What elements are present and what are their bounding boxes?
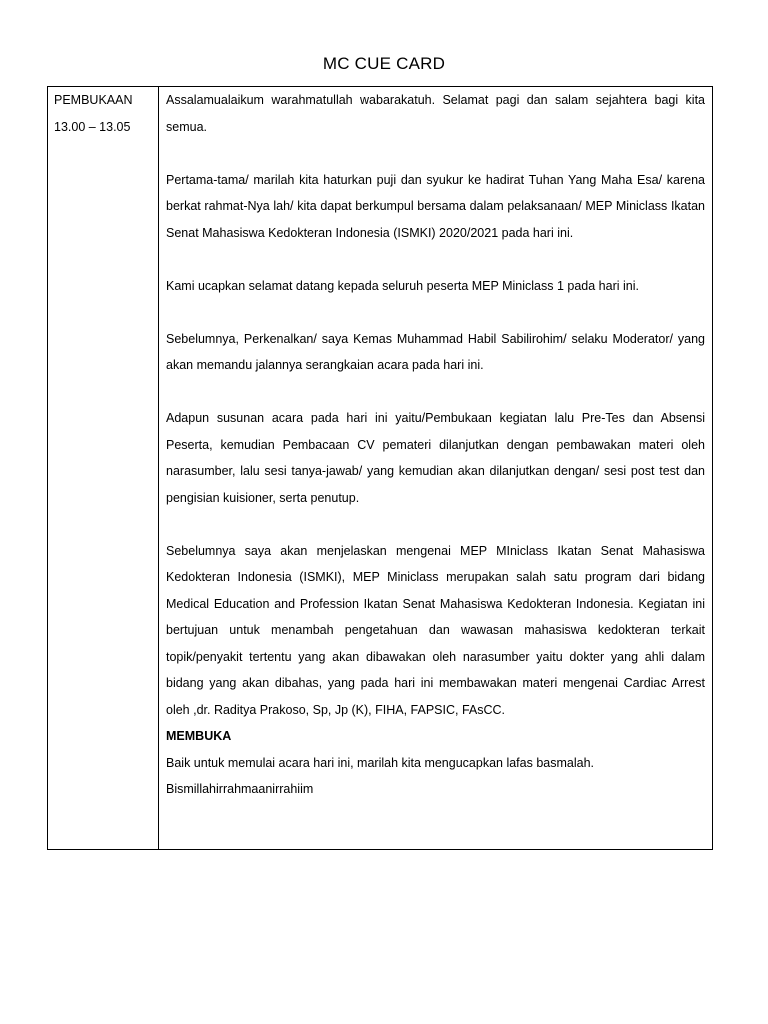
introduction-paragraph: Sebelumnya, Perkenalkan/ saya Kemas Muhammad Habil Sabilirohim/ selaku Moderator/ yang akan memandu jalannya serangkaian acara pada hari ini. [166,331,705,372]
basmalah-line: Bismillahirrahmaanirrahiim [166,782,314,796]
script-cell [159,87,712,849]
cue-card-table [47,86,713,850]
agenda-paragraph: Adapun susunan acara pada hari ini yaitu/Pembukaan kegiatan lalu Pre-Tes dan Absensi Peserta, kemudian Pembacaan CV pemateri dilanjutkan dengan pembawakan materi oleh narasumber, lalu sesi tanya-jawab/ yang kemudian akan dilanjutkan dengan/ sesi post test dan pengisian kuisioner, serta penutup. [166,411,705,505]
greeting-paragraph: Assalamualaikum warahmatullah wabarakatuh. Selamat pagi dan salam sejahtera bagi kita semua. [166,93,705,134]
opening-paragraph: Baik untuk memulai acara hari ini, marilah kita mengucapkan lafas basmalah. [166,755,594,770]
welcome-paragraph: Kami ucapkan selamat datang kepada seluruh peserta MEP Miniclass 1 pada hari ini. [166,278,639,293]
document-title: MC CUE CARD [322,54,446,73]
section-name: PEMBUKAAN [54,93,133,107]
program-description-paragraph: Sebelumnya saya akan menjelaskan mengenai MEP MIniclass Ikatan Senat Mahasiswa Kedokteran Indonesia (ISMKI), MEP Miniclass merupakan salah satu program dari bidang Medical Education and Profession Ikatan Senat Mahasiswa Kedokteran Indonesia. Kegiatan ini bertujuan untuk menambah pengetahuan dan wawasan mahasiswa kedokteran terkait topik/penyakit tertentu yang akan dibawakan oleh narasumber yaitu dokter yang ahli dalam bidang yang akan dibahas, yang pada hari ini membawakan materi mengenai Cardiac Arrest oleh ,dr. Raditya Prakoso, Sp, Jp (K), FIHA, FAPSIC, FAsCC. [166,543,705,717]
section-time: 13.00 – 13.05 [54,119,131,134]
section-cell [48,87,159,849]
gratitude-paragraph: Pertama-tama/ marilah kita haturkan puji dan syukur ke hadirat Tuhan Yang Maha Esa/ karena berkat rahmat-Nya lah/ kita dapat berkumpul bersama dalam pelaksanaan/ MEP Miniclass Ikatan Senat Mahasiswa Kedokteran Indonesia (ISMKI) 2020/2021 pada hari ini. [166,172,705,240]
opening-heading: MEMBUKA [166,729,232,743]
